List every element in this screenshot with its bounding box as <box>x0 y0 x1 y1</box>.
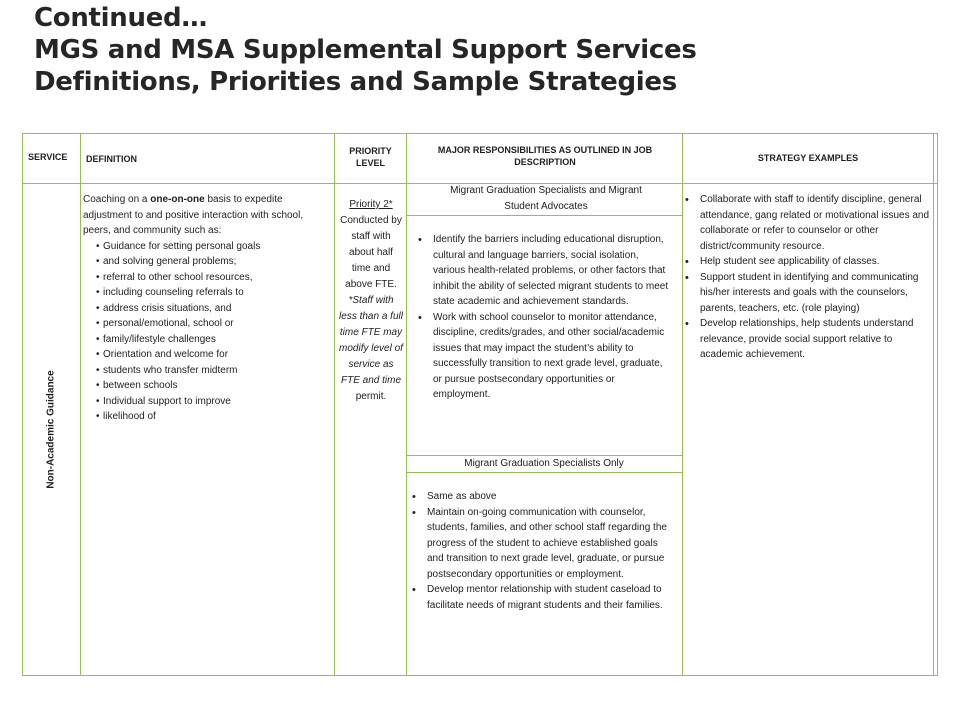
definition-intro-emphasis: one-on-one <box>150 194 205 205</box>
priority-tail: permit. <box>355 391 387 402</box>
table-border-bottom <box>22 675 938 676</box>
strategies-list <box>683 192 933 363</box>
service-label: Non-Academic Guidance <box>45 370 57 489</box>
header-priority: PRIORITY LEVEL <box>349 146 392 168</box>
list-item: • and solving general problems; <box>83 254 329 270</box>
list-item: • Guidance for setting personal goals <box>83 239 329 255</box>
definition-intro-end: basis to expedite adjustment to and positive interaction with school, peers, and community such as: <box>83 194 304 236</box>
priority-body: Conducted by staff with about half time and above FTE. <box>340 215 402 290</box>
title-line-2: MGS and MSA Supplemental Support Services <box>34 35 697 66</box>
responsibilities-group2-heading: Migrant Graduation Specialists Only <box>464 458 624 469</box>
priority-note: *Staff with less than a full time FTE may modify level of service as FTE and time <box>339 295 403 386</box>
list-item: • students who transfer midterm <box>83 363 329 379</box>
list-item: • including counseling referrals to <box>83 285 329 301</box>
table-border-top <box>22 133 938 134</box>
list-item: • referral to other school resources, <box>83 270 329 286</box>
definition-cell <box>83 192 329 425</box>
list-item: • address crisis situations, and <box>83 301 329 317</box>
list-item: • Orientation and welcome for <box>83 347 329 363</box>
table-border-right-inner <box>933 133 934 676</box>
list-item: • Develop relationships, help students understand relevance, provide social support relative to academic achievement. <box>683 316 933 363</box>
list-item: • Support student in identifying and communicating his/her interests and goals with the counselors, parents, teachers, etc. (role playing) <box>683 270 933 317</box>
col-divider-2 <box>334 133 335 676</box>
title-line-1: Continued… <box>34 3 208 33</box>
responsibilities-group1 <box>416 232 670 403</box>
list-item: • Work with school counselor to monitor attendance, discipline, credits/grades, and other social/academic issues that may impact the student’s ability to successfully transition to next grade level, graduate, or pursue postsecondary opportunities or employment. <box>416 310 670 403</box>
services-table <box>22 133 938 676</box>
responsibilities-group1-list <box>416 232 670 403</box>
priority-label: Priority 2* <box>349 199 393 210</box>
list-item: • Help student see applicability of classes. <box>683 254 933 270</box>
service-cell <box>22 183 80 676</box>
table-border-right <box>937 133 938 676</box>
group1-heading-divider <box>406 215 682 216</box>
responsibilities-group2 <box>410 489 674 613</box>
responsibilities-group1-heading: Migrant Graduation Specialists and Migrant Student Advocates <box>450 185 642 212</box>
header-service: SERVICE <box>28 152 68 163</box>
definition-intro-start: Coaching on a <box>83 194 151 205</box>
responsibilities-group2-list <box>410 489 674 613</box>
strategies-cell <box>683 192 933 363</box>
title-line-3: Definitions, Priorities and Sample Strategies <box>34 67 677 98</box>
list-item: • Develop mentor relationship with student caseload to facilitate needs of migrant students and their families. <box>410 582 674 613</box>
list-item: • likelihood of <box>83 409 329 425</box>
col-divider-1 <box>80 133 81 676</box>
definition-intro <box>83 192 329 239</box>
header-definition: DEFINITION <box>86 154 137 165</box>
list-item: • Collaborate with staff to identify discipline, general attendance, gang related or motivational issues and collaborate or refer to counselor or other district/community resource. <box>683 192 933 254</box>
list-item: • Individual support to improve <box>83 394 329 410</box>
header-strategies: STRATEGY EXAMPLES <box>757 153 859 164</box>
list-item: • family/lifestyle challenges <box>83 332 329 348</box>
group2-heading-divider <box>406 472 682 473</box>
list-item: • Maintain on-going communication with counselor, students, families, and other school staff regarding the progress of the student to achieve established goals and transition to next grade level, graduate, or pursue postsecondary opportunities or employment. <box>410 505 674 583</box>
list-item: • personal/emotional, school or <box>83 316 329 332</box>
list-item: • Identify the barriers including educational disruption, cultural and language barriers, social isolation, various health-related problems, or other factors that inhibit the ability of selected migrant students to meet state academic and achievement standards. <box>416 232 670 310</box>
header-responsibilities: MAJOR RESPONSIBILITIES AS OUTLINED IN JOB DESCRIPTION <box>437 145 653 167</box>
col-divider-3 <box>406 133 407 676</box>
list-item: • between schools <box>83 378 329 394</box>
definition-list <box>83 239 329 425</box>
slide-title <box>34 2 697 99</box>
priority-cell <box>339 197 403 405</box>
list-item: • Same as above <box>410 489 674 505</box>
